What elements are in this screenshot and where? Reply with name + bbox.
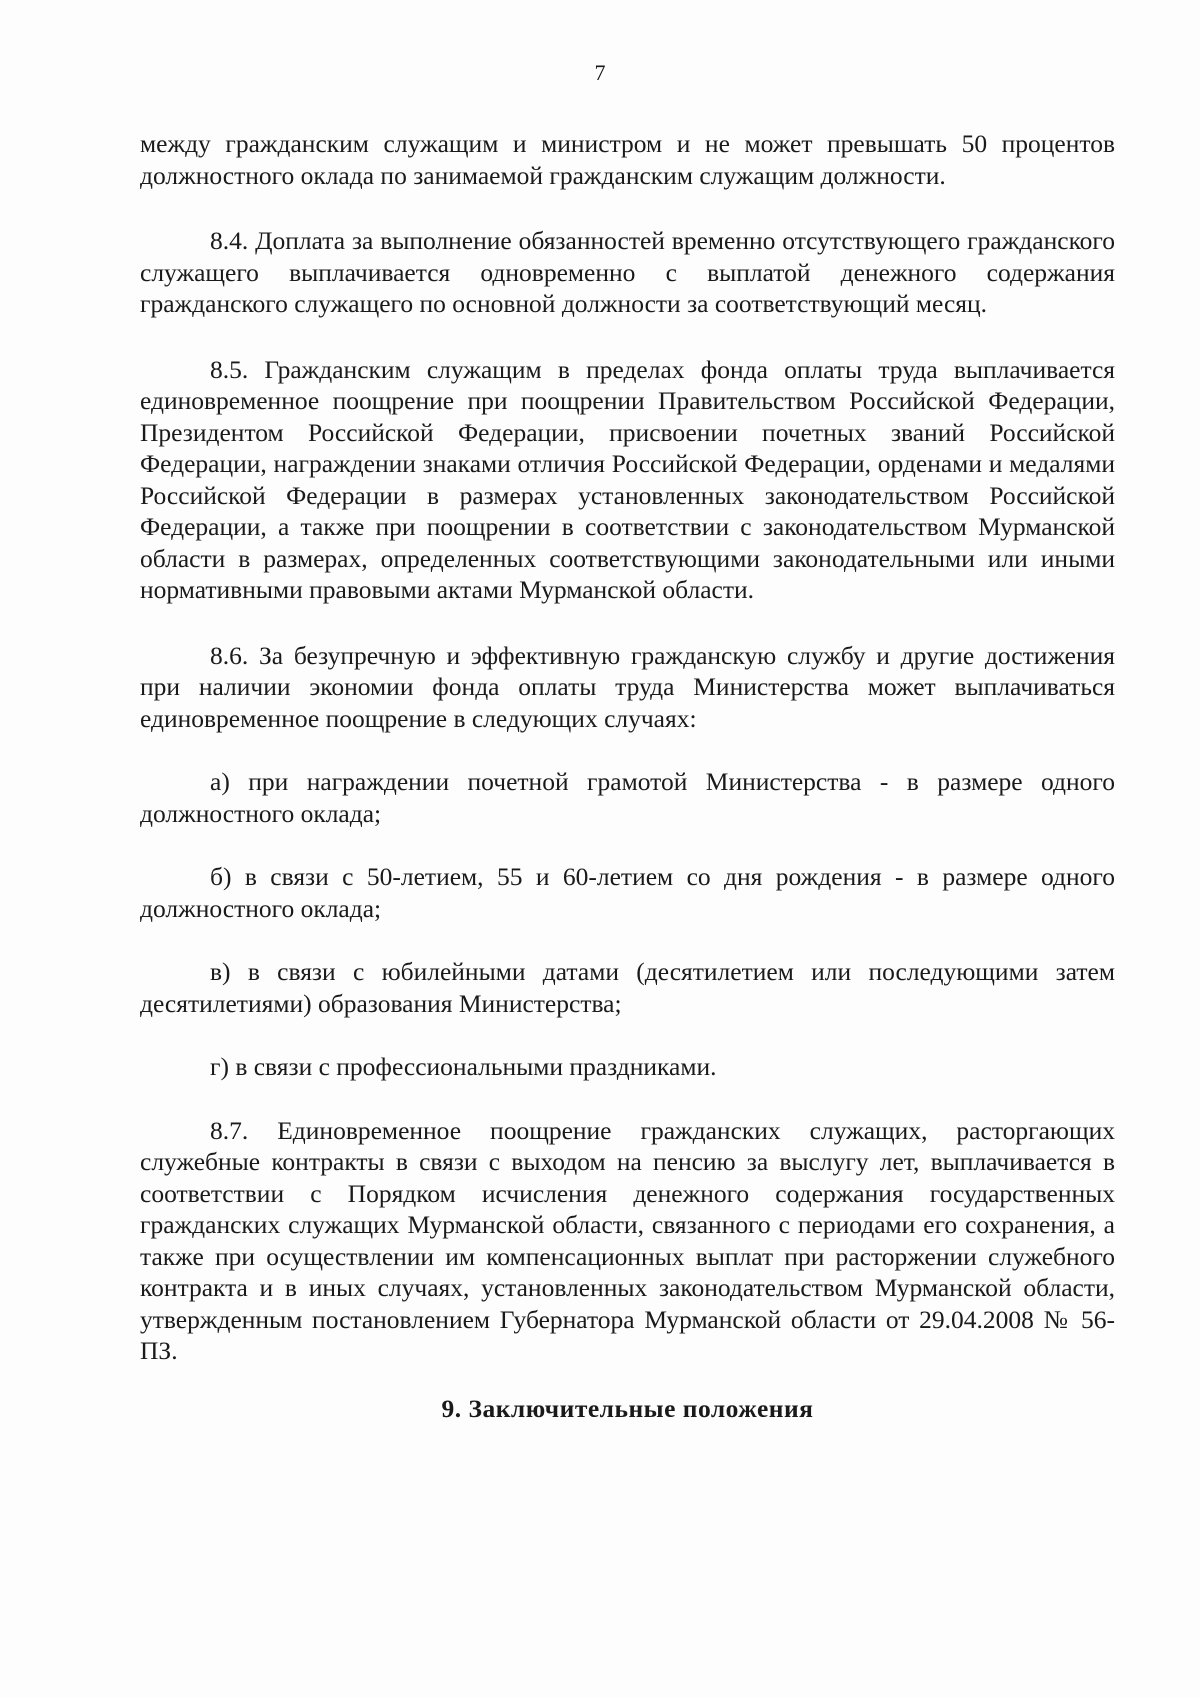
list-item-g: г) в связи с профессиональными праздниками. [210, 1052, 717, 1081]
page-number: 7 [594, 60, 606, 85]
paragraph-8-6: 8.6. За безупречную и эффективную гражданскую службу и другие достижения при наличии экономии фонда оплаты труда Министерства может выплачиваться единовременное поощрение в следующих случаях: [140, 640, 1115, 733]
document-body [140, 128, 1115, 1424]
paragraph-8-7: 8.7. Единовременное поощрение гражданских служащих, расторгающих служебные контракты в связи с выходом на пенсию за выслугу лет, выплачивается в соответствии с Порядком исчисления денежного содержания государственных гражданских служащих Мурманской области, связанного с периодами его сохранения, а также при осуществлении им компенсационных выплат при расторжении служебного контракта и в иных случаях, установленных законодательством Мурманской области, утвержденным постановлением Губернатора Мурманской области от 29.04.2008 № 56-ПЗ. [140, 1115, 1115, 1365]
list-item-a: а) при награждении почетной грамотой Министерства - в размере одного должностного оклада; [140, 767, 1115, 828]
section-heading: 9. Заключительные положения [441, 1393, 814, 1423]
list-item-b: б) в связи с 50-летием, 55 и 60-летием со дня рождения - в размере одного должностного оклада; [140, 862, 1115, 923]
paragraph-8-5: 8.5. Гражданским служащим в пределах фонда оплаты труда выплачивается единовременное поощрение при поощрении Правительством Российской Федерации, Президентом Российской Федерации, присвоении почетных званий Российской Федерации, награждении знаками отличия Российской Федерации, орденами и медалями Российской Федерации в размерах установленных законодательством Российской Федерации, а также при поощрении в соответствии с законодательством Мурманской области в размерах, определенных соответствующими законодательными или иными нормативными правовыми актами Мурманской области. [140, 354, 1115, 604]
paragraph-continuation: между гражданским служащим и министром и не может превышать 50 процентов должностного оклада по занимаемой гражданским служащим должности. [140, 129, 1115, 190]
list-item-v: в) в связи с юбилейными датами (десятилетием или последующими затем десятилетиями) образования Министерства; [140, 957, 1115, 1018]
paragraph-8-4: 8.4. Доплата за выполнение обязанностей временно отсутствующего гражданского служащего выплачивается одновременно с выплатой денежного содержания гражданского служащего по основной должности за соответствующий месяц. [140, 226, 1115, 318]
